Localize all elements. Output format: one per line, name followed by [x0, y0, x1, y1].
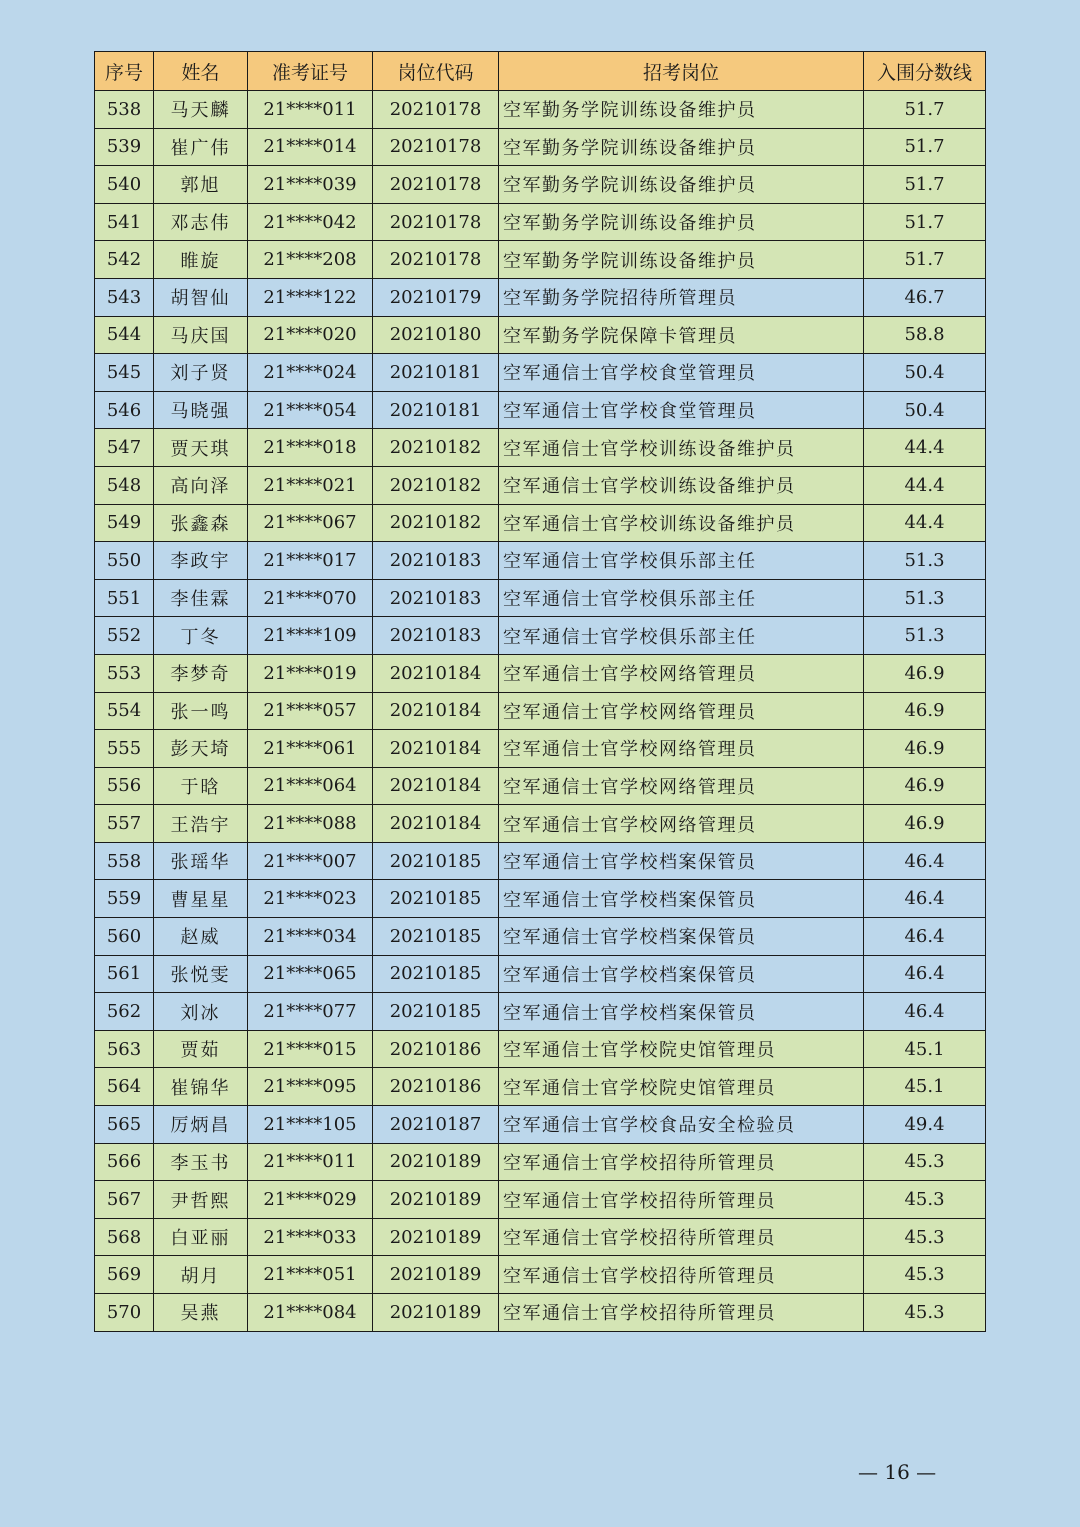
cell-post: 空军通信士官学校院史馆管理员 — [499, 1068, 864, 1106]
cell-cutoff-score: 45.1 — [864, 1068, 986, 1106]
cell-post-code: 20210187 — [373, 1106, 499, 1144]
cell-exam-id: 21****084 — [248, 1294, 373, 1332]
cell-post: 空军通信士官学校训练设备维护员 — [499, 504, 864, 542]
cell-post: 空军通信士官学校食品安全检验员 — [499, 1106, 864, 1144]
results-table — [94, 51, 986, 1332]
cell-name: 睢旋 — [154, 241, 248, 279]
cell-serial: 548 — [95, 466, 154, 504]
table-row — [95, 993, 986, 1031]
cell-post-code: 20210189 — [373, 1181, 499, 1219]
cell-post-code: 20210184 — [373, 730, 499, 768]
table-row — [95, 278, 986, 316]
table-row — [95, 579, 986, 617]
cell-cutoff-score: 44.4 — [864, 504, 986, 542]
cell-post: 空军通信士官学校俱乐部主任 — [499, 579, 864, 617]
cell-exam-id: 21****011 — [248, 91, 373, 129]
table-row — [95, 617, 986, 655]
cell-cutoff-score: 45.3 — [864, 1256, 986, 1294]
table-row — [95, 391, 986, 429]
cell-post-code: 20210178 — [373, 128, 499, 166]
table-row — [95, 955, 986, 993]
cell-post: 空军通信士官学校招待所管理员 — [499, 1218, 864, 1256]
cell-cutoff-score: 51.7 — [864, 91, 986, 129]
cell-post: 空军通信士官学校网络管理员 — [499, 805, 864, 843]
cell-serial: 567 — [95, 1181, 154, 1219]
cell-cutoff-score: 46.4 — [864, 918, 986, 956]
table-row — [95, 1106, 986, 1144]
table-row — [95, 354, 986, 392]
cell-exam-id: 21****011 — [248, 1143, 373, 1181]
cell-exam-id: 21****122 — [248, 278, 373, 316]
cell-serial: 565 — [95, 1106, 154, 1144]
cell-name: 张鑫森 — [154, 504, 248, 542]
cell-post: 空军勤务学院训练设备维护员 — [499, 91, 864, 129]
cell-post: 空军通信士官学校招待所管理员 — [499, 1181, 864, 1219]
cell-serial: 552 — [95, 617, 154, 655]
results-table-container — [94, 51, 985, 1332]
cell-exam-id: 21****109 — [248, 617, 373, 655]
cell-post-code: 20210185 — [373, 880, 499, 918]
cell-exam-id: 21****088 — [248, 805, 373, 843]
cell-post-code: 20210184 — [373, 654, 499, 692]
cell-post-code: 20210183 — [373, 579, 499, 617]
cell-exam-id: 21****064 — [248, 767, 373, 805]
table-row — [95, 730, 986, 768]
table-row — [95, 241, 986, 279]
cell-exam-id: 21****039 — [248, 166, 373, 204]
table-row — [95, 1256, 986, 1294]
cell-name: 贾茹 — [154, 1030, 248, 1068]
cell-exam-id: 21****095 — [248, 1068, 373, 1106]
cell-name: 崔广伟 — [154, 128, 248, 166]
cell-name: 邓志伟 — [154, 203, 248, 241]
table-row — [95, 203, 986, 241]
cell-name: 李玉书 — [154, 1143, 248, 1181]
cell-exam-id: 21****057 — [248, 692, 373, 730]
cell-name: 厉炳昌 — [154, 1106, 248, 1144]
cell-cutoff-score: 46.9 — [864, 730, 986, 768]
cell-post: 空军通信士官学校网络管理员 — [499, 767, 864, 805]
cell-serial: 538 — [95, 91, 154, 129]
cell-exam-id: 21****024 — [248, 354, 373, 392]
cell-exam-id: 21****077 — [248, 993, 373, 1031]
cell-name: 丁冬 — [154, 617, 248, 655]
cell-post-code: 20210185 — [373, 993, 499, 1031]
cell-exam-id: 21****042 — [248, 203, 373, 241]
cell-post-code: 20210178 — [373, 241, 499, 279]
cell-name: 李政宇 — [154, 542, 248, 580]
header-post-code: 岗位代码 — [373, 52, 499, 91]
cell-post: 空军勤务学院招待所管理员 — [499, 278, 864, 316]
cell-post-code: 20210178 — [373, 166, 499, 204]
cell-exam-id: 21****023 — [248, 880, 373, 918]
table-row — [95, 1143, 986, 1181]
cell-post-code: 20210182 — [373, 504, 499, 542]
table-header-row — [95, 52, 986, 91]
cell-serial: 561 — [95, 955, 154, 993]
table-row — [95, 504, 986, 542]
cell-exam-id: 21****105 — [248, 1106, 373, 1144]
cell-post: 空军勤务学院训练设备维护员 — [499, 203, 864, 241]
cell-name: 彭天埼 — [154, 730, 248, 768]
cell-name: 李梦奇 — [154, 654, 248, 692]
cell-cutoff-score: 45.1 — [864, 1030, 986, 1068]
cell-cutoff-score: 46.4 — [864, 880, 986, 918]
cell-serial: 563 — [95, 1030, 154, 1068]
cell-post-code: 20210178 — [373, 91, 499, 129]
cell-name: 吴燕 — [154, 1294, 248, 1332]
cell-exam-id: 21****017 — [248, 542, 373, 580]
cell-name: 张一鸣 — [154, 692, 248, 730]
cell-exam-id: 21****061 — [248, 730, 373, 768]
cell-post: 空军通信士官学校档案保管员 — [499, 918, 864, 956]
table-row — [95, 1218, 986, 1256]
cell-serial: 556 — [95, 767, 154, 805]
table-row — [95, 654, 986, 692]
cell-serial: 549 — [95, 504, 154, 542]
table-row — [95, 918, 986, 956]
cell-post: 空军勤务学院保障卡管理员 — [499, 316, 864, 354]
table-row — [95, 842, 986, 880]
cell-post: 空军通信士官学校院史馆管理员 — [499, 1030, 864, 1068]
cell-post: 空军通信士官学校俱乐部主任 — [499, 542, 864, 580]
cell-exam-id: 21****020 — [248, 316, 373, 354]
cell-post: 空军勤务学院训练设备维护员 — [499, 166, 864, 204]
table-row — [95, 466, 986, 504]
cell-name: 马晓强 — [154, 391, 248, 429]
cell-exam-id: 21****015 — [248, 1030, 373, 1068]
cell-post-code: 20210184 — [373, 692, 499, 730]
cell-cutoff-score: 49.4 — [864, 1106, 986, 1144]
cell-post-code: 20210189 — [373, 1294, 499, 1332]
cell-cutoff-score: 51.3 — [864, 579, 986, 617]
cell-name: 王浩宇 — [154, 805, 248, 843]
cell-exam-id: 21****007 — [248, 842, 373, 880]
cell-serial: 557 — [95, 805, 154, 843]
cell-name: 张悦雯 — [154, 955, 248, 993]
cell-cutoff-score: 46.4 — [864, 993, 986, 1031]
cell-exam-id: 21****054 — [248, 391, 373, 429]
header-exam-id: 准考证号 — [248, 52, 373, 91]
cell-post-code: 20210181 — [373, 354, 499, 392]
header-cutoff-score: 入围分数线 — [864, 52, 986, 91]
table-row — [95, 429, 986, 467]
cell-post: 空军通信士官学校训练设备维护员 — [499, 429, 864, 467]
cell-serial: 546 — [95, 391, 154, 429]
cell-cutoff-score: 46.7 — [864, 278, 986, 316]
cell-exam-id: 21****033 — [248, 1218, 373, 1256]
cell-post-code: 20210180 — [373, 316, 499, 354]
cell-name: 郭旭 — [154, 166, 248, 204]
cell-post-code: 20210189 — [373, 1256, 499, 1294]
cell-serial: 560 — [95, 918, 154, 956]
cell-post-code: 20210183 — [373, 617, 499, 655]
cell-post: 空军通信士官学校网络管理员 — [499, 692, 864, 730]
cell-post: 空军通信士官学校食堂管理员 — [499, 354, 864, 392]
cell-post-code: 20210182 — [373, 466, 499, 504]
cell-cutoff-score: 45.3 — [864, 1294, 986, 1332]
cell-name: 刘子贤 — [154, 354, 248, 392]
cell-serial: 543 — [95, 278, 154, 316]
cell-post: 空军通信士官学校俱乐部主任 — [499, 617, 864, 655]
cell-cutoff-score: 46.4 — [864, 842, 986, 880]
header-name: 姓名 — [154, 52, 248, 91]
cell-exam-id: 21****067 — [248, 504, 373, 542]
cell-post-code: 20210185 — [373, 955, 499, 993]
cell-cutoff-score: 46.9 — [864, 654, 986, 692]
cell-cutoff-score: 51.7 — [864, 128, 986, 166]
cell-name: 于晗 — [154, 767, 248, 805]
cell-cutoff-score: 45.3 — [864, 1218, 986, 1256]
cell-cutoff-score: 45.3 — [864, 1181, 986, 1219]
cell-post-code: 20210183 — [373, 542, 499, 580]
cell-cutoff-score: 51.7 — [864, 203, 986, 241]
cell-post-code: 20210185 — [373, 842, 499, 880]
table-row — [95, 692, 986, 730]
cell-cutoff-score: 44.4 — [864, 429, 986, 467]
cell-post-code: 20210189 — [373, 1218, 499, 1256]
table-row — [95, 1068, 986, 1106]
table-row — [95, 542, 986, 580]
table-row — [95, 805, 986, 843]
cell-post: 空军通信士官学校档案保管员 — [499, 955, 864, 993]
cell-serial: 550 — [95, 542, 154, 580]
cell-serial: 541 — [95, 203, 154, 241]
cell-exam-id: 21****034 — [248, 918, 373, 956]
cell-post-code: 20210186 — [373, 1030, 499, 1068]
page-number: — 16 — — [858, 1460, 937, 1484]
cell-name: 赵威 — [154, 918, 248, 956]
cell-post: 空军通信士官学校训练设备维护员 — [499, 466, 864, 504]
cell-post: 空军通信士官学校网络管理员 — [499, 654, 864, 692]
cell-serial: 539 — [95, 128, 154, 166]
cell-name: 胡月 — [154, 1256, 248, 1294]
cell-exam-id: 21****208 — [248, 241, 373, 279]
cell-post: 空军通信士官学校招待所管理员 — [499, 1143, 864, 1181]
cell-name: 李佳霖 — [154, 579, 248, 617]
table-row — [95, 1181, 986, 1219]
cell-post-code: 20210178 — [373, 203, 499, 241]
cell-serial: 566 — [95, 1143, 154, 1181]
cell-post: 空军通信士官学校招待所管理员 — [499, 1294, 864, 1332]
cell-cutoff-score: 51.3 — [864, 617, 986, 655]
cell-exam-id: 21****019 — [248, 654, 373, 692]
cell-cutoff-score: 51.3 — [864, 542, 986, 580]
cell-post-code: 20210189 — [373, 1143, 499, 1181]
cell-name: 胡智仙 — [154, 278, 248, 316]
header-serial: 序号 — [95, 52, 154, 91]
cell-serial: 569 — [95, 1256, 154, 1294]
cell-post: 空军通信士官学校档案保管员 — [499, 880, 864, 918]
table-row — [95, 767, 986, 805]
cell-post: 空军通信士官学校网络管理员 — [499, 730, 864, 768]
cell-post: 空军通信士官学校档案保管员 — [499, 842, 864, 880]
cell-serial: 554 — [95, 692, 154, 730]
cell-exam-id: 21****051 — [248, 1256, 373, 1294]
table-row — [95, 880, 986, 918]
table-body — [95, 91, 986, 1332]
cell-serial: 551 — [95, 579, 154, 617]
table-row — [95, 128, 986, 166]
cell-name: 尹哲熙 — [154, 1181, 248, 1219]
cell-post: 空军勤务学院训练设备维护员 — [499, 241, 864, 279]
table-row — [95, 91, 986, 129]
cell-post: 空军通信士官学校档案保管员 — [499, 993, 864, 1031]
table-row — [95, 316, 986, 354]
cell-post: 空军通信士官学校食堂管理员 — [499, 391, 864, 429]
cell-post-code: 20210184 — [373, 805, 499, 843]
cell-name: 马天麟 — [154, 91, 248, 129]
table-row — [95, 1030, 986, 1068]
cell-serial: 570 — [95, 1294, 154, 1332]
cell-serial: 547 — [95, 429, 154, 467]
cell-exam-id: 21****070 — [248, 579, 373, 617]
cell-cutoff-score: 50.4 — [864, 391, 986, 429]
cell-name: 贾天琪 — [154, 429, 248, 467]
cell-serial: 555 — [95, 730, 154, 768]
cell-cutoff-score: 46.9 — [864, 805, 986, 843]
cell-exam-id: 21****014 — [248, 128, 373, 166]
cell-serial: 559 — [95, 880, 154, 918]
cell-name: 马庆国 — [154, 316, 248, 354]
cell-cutoff-score: 51.7 — [864, 166, 986, 204]
cell-name: 高向泽 — [154, 466, 248, 504]
cell-cutoff-score: 51.7 — [864, 241, 986, 279]
cell-cutoff-score: 44.4 — [864, 466, 986, 504]
cell-name: 崔锦华 — [154, 1068, 248, 1106]
cell-post: 空军通信士官学校招待所管理员 — [499, 1256, 864, 1294]
cell-cutoff-score: 58.8 — [864, 316, 986, 354]
table-row — [95, 166, 986, 204]
cell-serial: 545 — [95, 354, 154, 392]
cell-cutoff-score: 46.9 — [864, 767, 986, 805]
cell-name: 刘冰 — [154, 993, 248, 1031]
cell-cutoff-score: 45.3 — [864, 1143, 986, 1181]
cell-post-code: 20210185 — [373, 918, 499, 956]
cell-serial: 544 — [95, 316, 154, 354]
cell-cutoff-score: 50.4 — [864, 354, 986, 392]
cell-name: 白亚丽 — [154, 1218, 248, 1256]
cell-post-code: 20210182 — [373, 429, 499, 467]
cell-serial: 564 — [95, 1068, 154, 1106]
cell-serial: 542 — [95, 241, 154, 279]
cell-serial: 562 — [95, 993, 154, 1031]
table-row — [95, 1294, 986, 1332]
cell-post-code: 20210179 — [373, 278, 499, 316]
cell-name: 张瑶华 — [154, 842, 248, 880]
cell-exam-id: 21****018 — [248, 429, 373, 467]
cell-serial: 553 — [95, 654, 154, 692]
cell-name: 曹星星 — [154, 880, 248, 918]
cell-post: 空军勤务学院训练设备维护员 — [499, 128, 864, 166]
cell-post-code: 20210181 — [373, 391, 499, 429]
cell-post-code: 20210184 — [373, 767, 499, 805]
cell-serial: 558 — [95, 842, 154, 880]
header-post: 招考岗位 — [499, 52, 864, 91]
cell-serial: 540 — [95, 166, 154, 204]
cell-exam-id: 21****029 — [248, 1181, 373, 1219]
cell-post-code: 20210186 — [373, 1068, 499, 1106]
cell-exam-id: 21****021 — [248, 466, 373, 504]
cell-cutoff-score: 46.4 — [864, 955, 986, 993]
cell-cutoff-score: 46.9 — [864, 692, 986, 730]
cell-serial: 568 — [95, 1218, 154, 1256]
cell-exam-id: 21****065 — [248, 955, 373, 993]
